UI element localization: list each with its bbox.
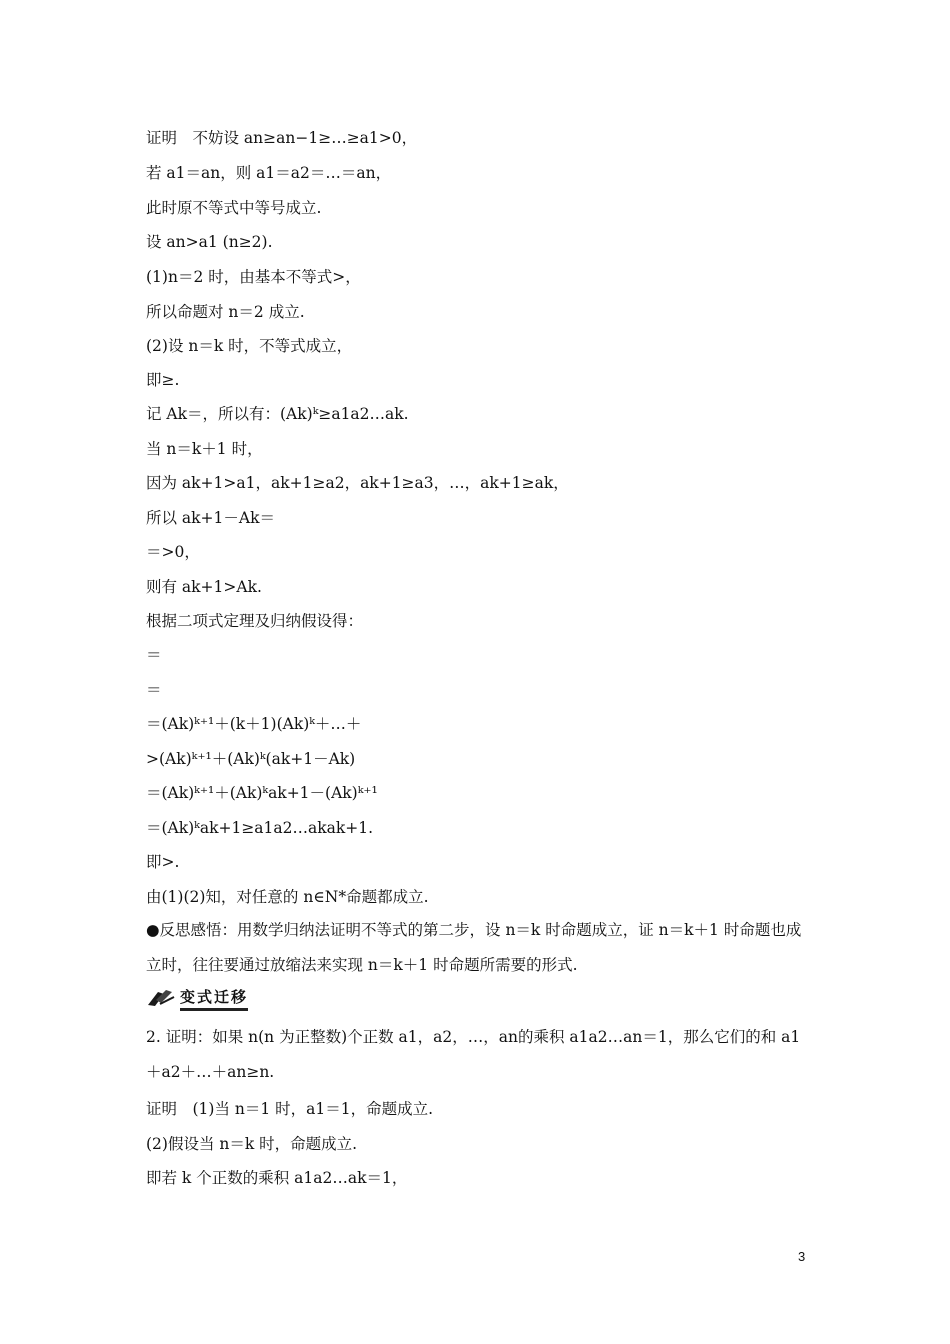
proof-line-13: ＝>0， [146,543,200,561]
proof-line-18: ＝(Ak)ᵏ⁺¹＋(k＋1)(Ak)ᵏ＋…＋ [146,715,362,733]
proof-line-16: ＝ [146,646,162,664]
proof-line-6: 所以命题对 n＝2 成立. [146,303,305,321]
proof-line-9: 记 Ak＝，所以有：(Ak)ᵏ≥a1a2…ak. [146,405,409,423]
proof-line-2: 若 a1＝an，则 a1＝a2＝…＝an， [146,164,392,182]
exercise-banner-label: 变式迁移 [180,986,248,1011]
proof-line-20: ＝(Ak)ᵏ⁺¹＋(Ak)ᵏak+1－(Ak)ᵏ⁺¹ [146,784,378,802]
proof-line-12: 所以 ak+1－Ak＝ [146,509,275,527]
problem-statement: 2. 证明：如果 n(n 为正整数)个正数 a1，a2，…，an的乘积 a1a2…an＝1，那么它们的和 a1＋a2＋…＋an≥n. [146,1028,801,1081]
proof-line-22: 即>. [146,853,180,871]
tail-line-1: 证明 (1)当 n＝1 时，a1＝1，命题成立. [146,1100,434,1118]
proof-line-19: >(Ak)ᵏ⁺¹＋(Ak)ᵏ(ak+1－Ak) [146,750,356,768]
proof-line-11: 因为 ak+1>a1，ak+1≥a2，ak+1≥a3，…，ak+1≥ak， [146,474,569,492]
proof-line-3: 此时原不等式中等号成立. [146,199,322,217]
proof-line-5: (1)n＝2 时，由基本不等式>， [146,268,361,286]
proof-line-17: ＝ [146,681,162,699]
proof-line-23: 由(1)(2)知，对任意的 n∈N*命题都成立. [146,888,429,906]
proof-line-14: 则有 ak+1>Ak. [146,578,262,596]
proof-line-1: 证明 不妨设 an≥an−1≥…≥a1>0， [146,129,418,147]
proof-line-4: 设 an>a1 (n≥2). [146,233,273,251]
tail-line-2: (2)假设当 n＝k 时，命题成立. [146,1135,358,1153]
page-number: 3 [798,1249,806,1264]
proof-line-15: 根据二项式定理及归纳假设得： [146,612,364,630]
tail-line-3: 即若 k 个正数的乘积 a1a2…ak＝1， [146,1169,408,1187]
proof-line-21: ＝(Ak)ᵏak+1≥a1a2…akak+1. [146,819,374,837]
pencil-logo-icon [146,988,176,1008]
proof-line-7: (2)设 n＝k 时，不等式成立， [146,337,353,355]
proof-line-8: 即≥. [146,371,180,389]
reflection-paragraph: ●反思感悟：用数学归纳法证明不等式的第二步，设 n＝k 时命题成立，证 n＝k＋1 时命题也成立时，往往要通过放缩法来实现 n＝k＋1 时命题所需要的形式. [146,921,802,974]
exercise-banner [146,986,248,1010]
proof-line-10: 当 n＝k＋1 时， [146,440,263,458]
